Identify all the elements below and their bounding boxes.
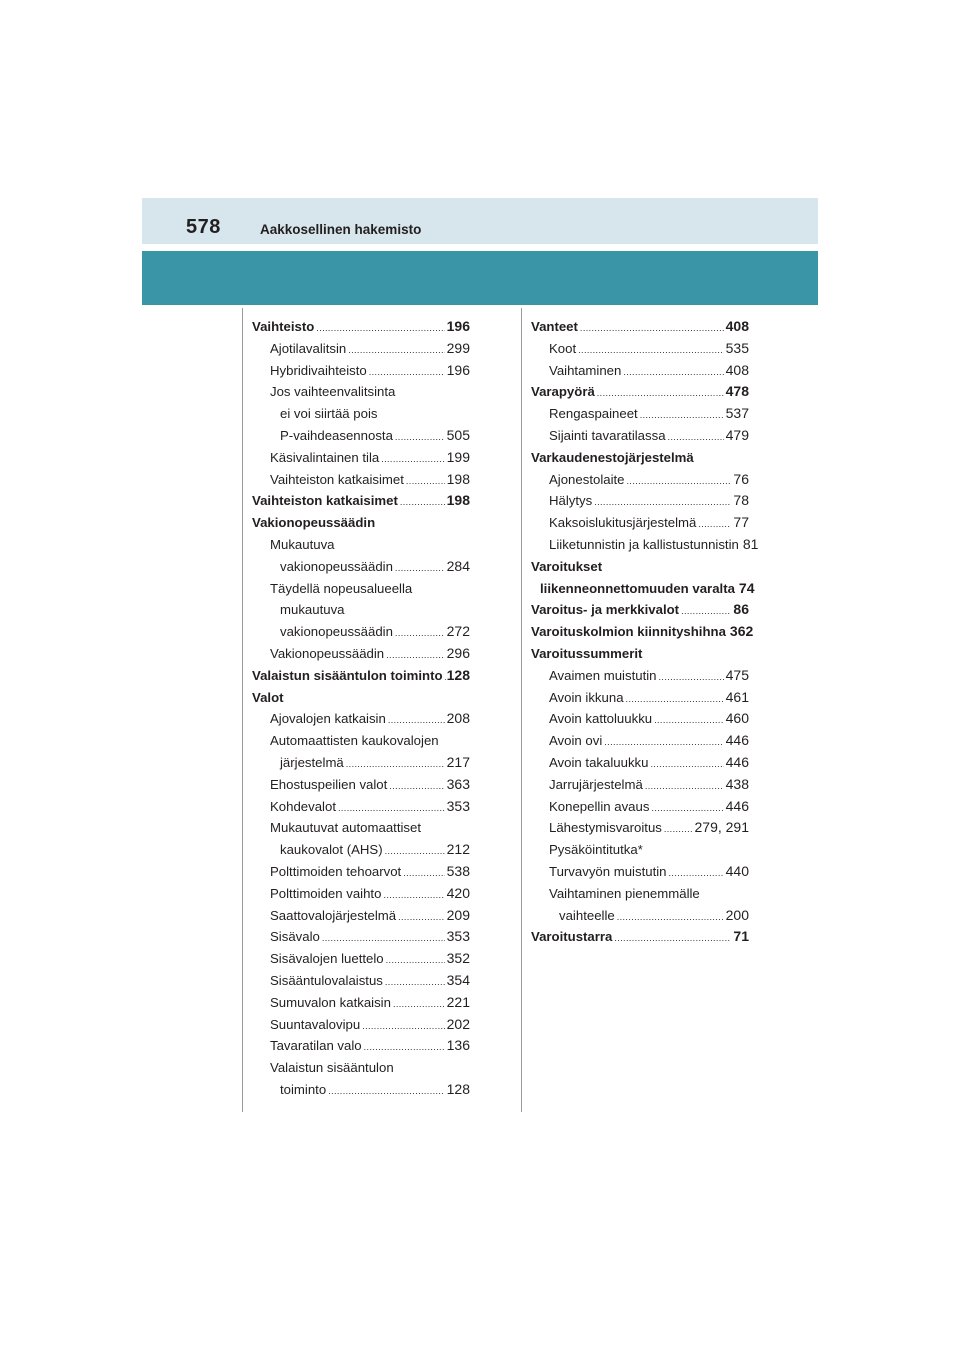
index-entry [531,796,749,818]
index-entry-page: 81 [742,535,759,552]
index-entry [531,599,749,621]
index-entry [531,534,759,556]
decorative-band [142,251,818,305]
index-entry-page: 352 [446,950,470,967]
index-entry-term: Ajotilavalitsin [270,340,347,356]
index-entry-term: Valot [252,689,284,705]
index-entry-term: Käsivalintainen tila [270,449,380,465]
index-entry-term: Konepellin avaus [549,798,650,814]
index-entry-term: ei voi siirtää pois [280,406,378,422]
index-entry-page: 74 [738,579,755,596]
index-entry-term: Lähestymisvaroitus [549,820,662,836]
index-entry [252,512,470,534]
index-entry [252,752,470,774]
index-entry [531,752,749,774]
index-entry-term: Polttimoiden tehoarvot [270,863,402,879]
index-entry [531,338,749,360]
index-entry [252,774,470,796]
index-entry-term: Tavaratilan valo [270,1038,362,1054]
index-entry [531,360,749,382]
index-entry-term: Vaihteiston katkaisimet [270,471,404,487]
index-entry [252,425,470,447]
index-entry [252,381,470,403]
index-entry [531,883,749,905]
index-entry [252,817,470,839]
index-entry-page: 128 [446,666,470,683]
index-entry-term: Hälytys [549,493,593,509]
index-entry [252,970,470,992]
dot-leader [580,318,724,340]
index-entry [252,469,470,491]
index-entry-term: Ajovalojen katkaisin [270,711,386,727]
page-number: 578 [186,216,221,238]
index-entry [252,1014,470,1036]
index-entry-page: 198 [446,470,470,487]
index-entry [531,708,749,730]
index-entry-page: 128 [446,1080,470,1097]
index-entry [252,948,470,970]
index-entry-term: Sisävalojen luettelo [270,951,384,967]
dot-leader [668,427,724,449]
index-entry [252,708,470,730]
index-entry-page: 353 [446,797,470,814]
dot-leader [669,863,724,885]
section-title: Aakkosellinen hakemisto [260,222,422,237]
dot-leader [393,994,445,1016]
index-entry-page: 76 [733,470,749,487]
dot-leader [645,776,724,798]
index-entry-term: järjestelmä [280,754,344,770]
index-entry-term: Vaihtaminen [549,362,622,378]
index-entry-term: Valaistun sisääntulon [270,1060,394,1076]
dot-leader [651,798,723,820]
dot-leader [400,492,445,514]
dot-leader [594,492,731,514]
index-entry [531,905,749,927]
index-entry [252,1035,470,1057]
dot-leader [681,601,731,623]
dot-leader [369,362,445,384]
index-entry [252,621,470,643]
index-entry-page: 478 [725,383,749,400]
dot-leader [659,667,724,689]
dot-leader [650,754,723,776]
dot-leader [362,1016,444,1038]
index-entry-term: Vaihteisto [252,319,315,334]
dot-leader [617,907,724,929]
index-entry [252,883,470,905]
index-entry-term: Varoituskolmion kiinnityshihna [531,624,726,640]
index-entry-term: Varkaudenestojärjestelmä [531,449,694,465]
index-entry-term: Sumuvalon katkaisin [270,994,391,1010]
index-entry [252,447,470,469]
left-column-rule [242,308,243,1112]
index-entry-page: 217 [446,753,470,770]
index-entry-page: 279, 291 [694,819,749,836]
index-entry [252,534,470,556]
index-column-left [252,316,470,1101]
index-entry-page: 475 [725,666,749,683]
dot-leader [597,383,724,405]
index-entry [252,643,470,665]
index-entry-term: Turvavyön muistutin [549,863,667,879]
dot-leader [398,907,445,929]
index-entry-page: 284 [446,557,470,574]
index-entry-term: vaihteelle [559,907,615,923]
index-entry-page: 212 [446,841,470,858]
dot-leader [385,841,445,863]
dot-leader [348,340,444,362]
index-entry [531,926,749,948]
index-entry-page: 71 [733,928,749,945]
index-entry-term: Rengaspaineet [549,406,638,422]
index-entry-page: 196 [446,361,470,378]
index-entry-page: 479 [725,426,749,443]
index-entry-page: 420 [446,884,470,901]
index-entry-term: Vaihteiston katkaisimet [252,493,398,509]
index-entry [531,469,749,491]
dot-leader [386,950,445,972]
dot-leader [623,362,723,384]
index-entry-page: 198 [446,492,470,509]
dot-leader [604,732,723,754]
dot-leader [383,885,444,907]
index-entry [252,556,470,578]
index-entry-term: Varoitus- ja merkkivalot [531,602,680,618]
index-entry-page: 199 [446,448,470,465]
index-entry [252,599,470,621]
index-entry-page: 446 [725,797,749,814]
index-entry-page: 446 [725,732,749,749]
index-entry-term: Varoitustarra [531,929,613,945]
index-entry [252,1057,470,1079]
index-entry-term: Sisääntulovalaistus [270,972,383,988]
index-entry [531,425,749,447]
index-entry-page: 446 [725,753,749,770]
index-entry [252,360,470,382]
dot-leader [395,427,445,449]
index-entry-page: 209 [446,906,470,923]
index-entry [531,403,749,425]
index-entry-term: Jarrujärjestelmä [549,776,643,792]
index-entry-term: Ehostuspeilien valot [270,776,388,792]
index-entry-page: 208 [446,710,470,727]
index-entry-term: Kaksoislukitusjärjestelmä [549,515,697,531]
dot-leader [346,754,445,776]
index-entry [252,316,470,338]
index-entry [252,992,470,1014]
index-entry [252,861,470,883]
index-entry [252,730,470,752]
index-entry-term: vakionopeussäädin [280,624,393,640]
dot-leader [654,710,724,732]
index-entry-term: Suuntavalovipu [270,1016,361,1032]
index-entry-page: 196 [446,318,470,334]
dot-leader [698,514,731,536]
index-entry-term: Hybridivaihteisto [270,362,367,378]
index-entry-page: 535 [725,339,749,356]
index-entry [531,490,749,512]
index-entry-page: 461 [725,688,749,705]
index-entry-term: Saattovalojärjestelmä [270,907,397,923]
index-entry [252,338,470,360]
dot-leader [385,972,445,994]
index-entry [531,381,749,403]
index-entry-term: Liiketunnistin ja kallistustunnistin [549,536,739,552]
index-entry [531,730,749,752]
index-entry-page: 78 [733,492,749,509]
index-entry-term: Sisävalo [270,929,320,945]
index-entry-page: 136 [446,1037,470,1054]
dot-leader [389,776,444,798]
index-entry-page: 538 [446,862,470,879]
dot-leader [403,863,444,885]
index-entry [531,665,749,687]
index-entry-term: toiminto [280,1081,327,1097]
index-entry-term: Avoin ikkuna [549,689,624,705]
index-entry-page: 537 [725,405,749,422]
index-entry-page: 363 [446,775,470,792]
index-entry [252,490,470,512]
index-entry-term: vakionopeussäädin [280,558,393,574]
index-entry-term: liikenneonnettomuuden varalta [540,580,735,596]
index-entry [531,861,749,883]
index-entry [252,926,470,948]
index-entry-term: Pysäköintitutka [549,842,638,858]
dot-leader [640,405,724,427]
dot-leader [328,1081,444,1103]
index-entry-page: 438 [725,775,749,792]
index-entry-term: Varoitussummerit [531,645,643,661]
dot-leader [388,710,445,732]
index-column-right [531,316,759,948]
index-entry: Pysäköintitutka * [531,839,749,861]
index-entry-term: Täydellä nopeusalueella [270,580,413,596]
dot-leader [395,623,445,645]
dot-leader [406,471,445,493]
index-entry-page: 202 [446,1015,470,1032]
index-entry [531,578,755,600]
index-entry-term: Polttimoiden vaihto [270,885,382,901]
index-entry-term: Varapyörä [531,384,595,400]
dot-leader [614,928,731,950]
index-entry-page: 296 [446,644,470,661]
index-entry [252,905,470,927]
dot-leader [316,318,444,340]
index-entry-term: Koot [549,340,577,356]
index-entry-page: 299 [446,339,470,356]
dot-leader [395,558,445,580]
index-entry-term: Jos vaihteenvalitsinta [270,384,396,400]
index-entry [531,621,754,643]
index-entry-term: Avoin ovi [549,733,603,749]
index-entry-page: 272 [446,623,470,640]
index-entry-term: Sijainti tavaratilassa [549,427,666,443]
index-entry-term: Automaattisten kaukovalojen [270,733,439,749]
index-entry-page: 440 [725,862,749,879]
dot-leader [364,1037,445,1059]
dot-leader [381,449,444,471]
index-entry-page: 353 [446,928,470,945]
index-entry-page: 408 [725,318,749,334]
index-entry-page: 86 [733,601,749,618]
dot-leader [338,798,445,820]
index-entry-page: 460 [725,710,749,727]
index-entry-term: mukautuva [280,602,345,618]
index-entry [531,687,749,709]
index-entry-term: Valaistun sisääntulon toiminto [252,667,443,683]
index-entry [252,839,470,861]
page-header [142,198,818,244]
dot-leader [386,645,445,667]
index-entry [531,556,749,578]
dot-leader [322,928,445,950]
index-entry-term: Avoin kattoluukku [549,711,653,727]
index-entry-term: Mukautuvat automaattiset [270,820,422,836]
index-entry-term: kaukovalot (AHS) [280,842,383,858]
index-entry-page: 362 [729,623,754,640]
index-entry [531,817,749,839]
index-entry-term: P-vaihdeasennosta [280,427,393,443]
index-entry-page: 408 [725,361,749,378]
index-entry [252,687,470,709]
index-entry [531,774,749,796]
dot-leader [627,471,732,493]
index-entry [252,665,470,687]
index-entry-term: Kohdevalot [270,798,336,814]
index-entry-term: Avaimen muistutin [549,667,657,683]
index-entry-term: Varoitukset [531,558,603,574]
index-entry [531,316,749,338]
dot-leader [664,819,693,841]
dot-leader [578,340,724,362]
index-entry [252,403,470,425]
index-entry-term: Vaihtaminen pienemmälle [549,885,700,901]
index-entry-term: Ajonestolaite [549,471,625,487]
right-column-rule [521,308,522,1112]
index-entry-term: Vakionopeussäädin [252,515,376,531]
dot-leader [626,689,724,711]
index-entry-page: 77 [733,514,749,531]
index-entry-page: 200 [725,906,749,923]
index-entry-term: Avoin takaluukku [549,754,649,770]
index-entry-page: 354 [446,971,470,988]
index-entry-term: Vakionopeussäädin [270,645,385,661]
index-entry [531,643,749,665]
index-entry-page: 505 [446,426,470,443]
index-entry [531,447,749,469]
index-entry [531,512,749,534]
index-entry [252,1079,470,1101]
index-entry-page: 221 [446,993,470,1010]
index-entry [252,796,470,818]
index-entry-term: Mukautuva [270,536,335,552]
index-entry-term: Vanteet [531,319,578,334]
index-entry [252,578,470,600]
